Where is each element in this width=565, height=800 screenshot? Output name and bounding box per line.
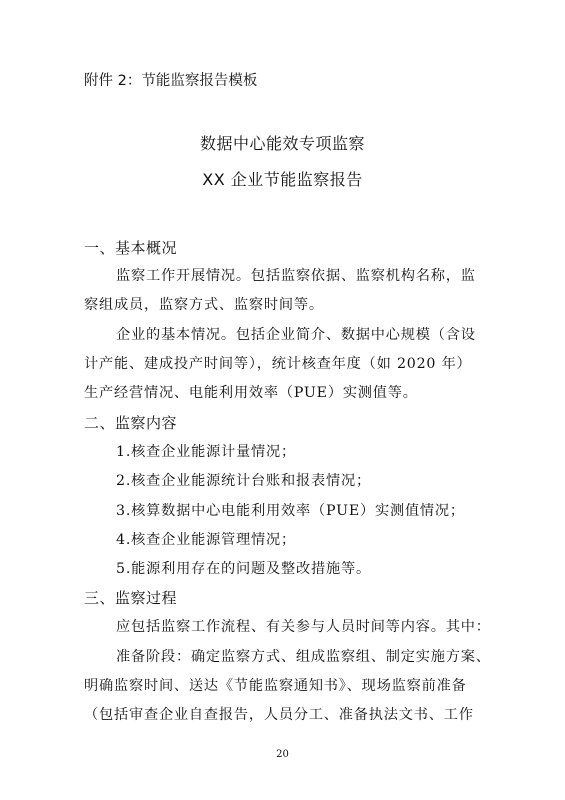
list-item: 5.能源利用存在的问题及整改措施等。 [116, 561, 371, 577]
paragraph-line: 明确监察时间、送达《节能监察通知书》、现场监察前准备 [84, 678, 467, 694]
document-title: 数据中心能效专项监察 [199, 134, 365, 153]
paragraph-line: 企业的基本情况。包括企业简介、数据中心规模（含设 [116, 327, 476, 343]
paragraph-line: 计产能、建成投产时间等），统计核查年度（如 2020 年） [84, 356, 472, 372]
list-item: 2.核查企业能源统计台账和报表情况； [116, 473, 371, 489]
paragraph-line: 应包括监察工作流程、有关参与人员时间等内容。其中： [116, 619, 491, 635]
paragraph-line: 监察工作开展情况。包括监察依据、监察机构名称，监 [116, 268, 476, 284]
list-item: 4.核查企业能源管理情况； [116, 532, 296, 548]
paragraph-line: 察组成员，监察方式、监察时间等。 [84, 297, 324, 313]
section-heading-content: 二、监察内容 [84, 414, 178, 432]
paragraph-line: 生产经营情况、电能利用效率（PUE）实测值等。 [84, 385, 418, 401]
paragraph-line: （包括审查企业自查报告，人员分工、准备执法文书、工作 [84, 707, 474, 723]
section-heading-overview: 一、基本概况 [84, 239, 178, 257]
paragraph-line: 准备阶段：确定监察方式、组成监察组、制定实施方案、 [116, 649, 491, 665]
list-item: 3.核算数据中心电能利用效率（PUE）实测值情况； [116, 503, 465, 519]
list-item: 1.核查企业能源计量情况； [116, 444, 296, 460]
section-heading-process: 三、监察过程 [84, 589, 178, 607]
page-number: 20 [276, 749, 289, 760]
attachment-label: 附件 2：节能监察报告模板 [84, 73, 258, 89]
document-subtitle: XX 企业节能监察报告 [202, 170, 363, 189]
